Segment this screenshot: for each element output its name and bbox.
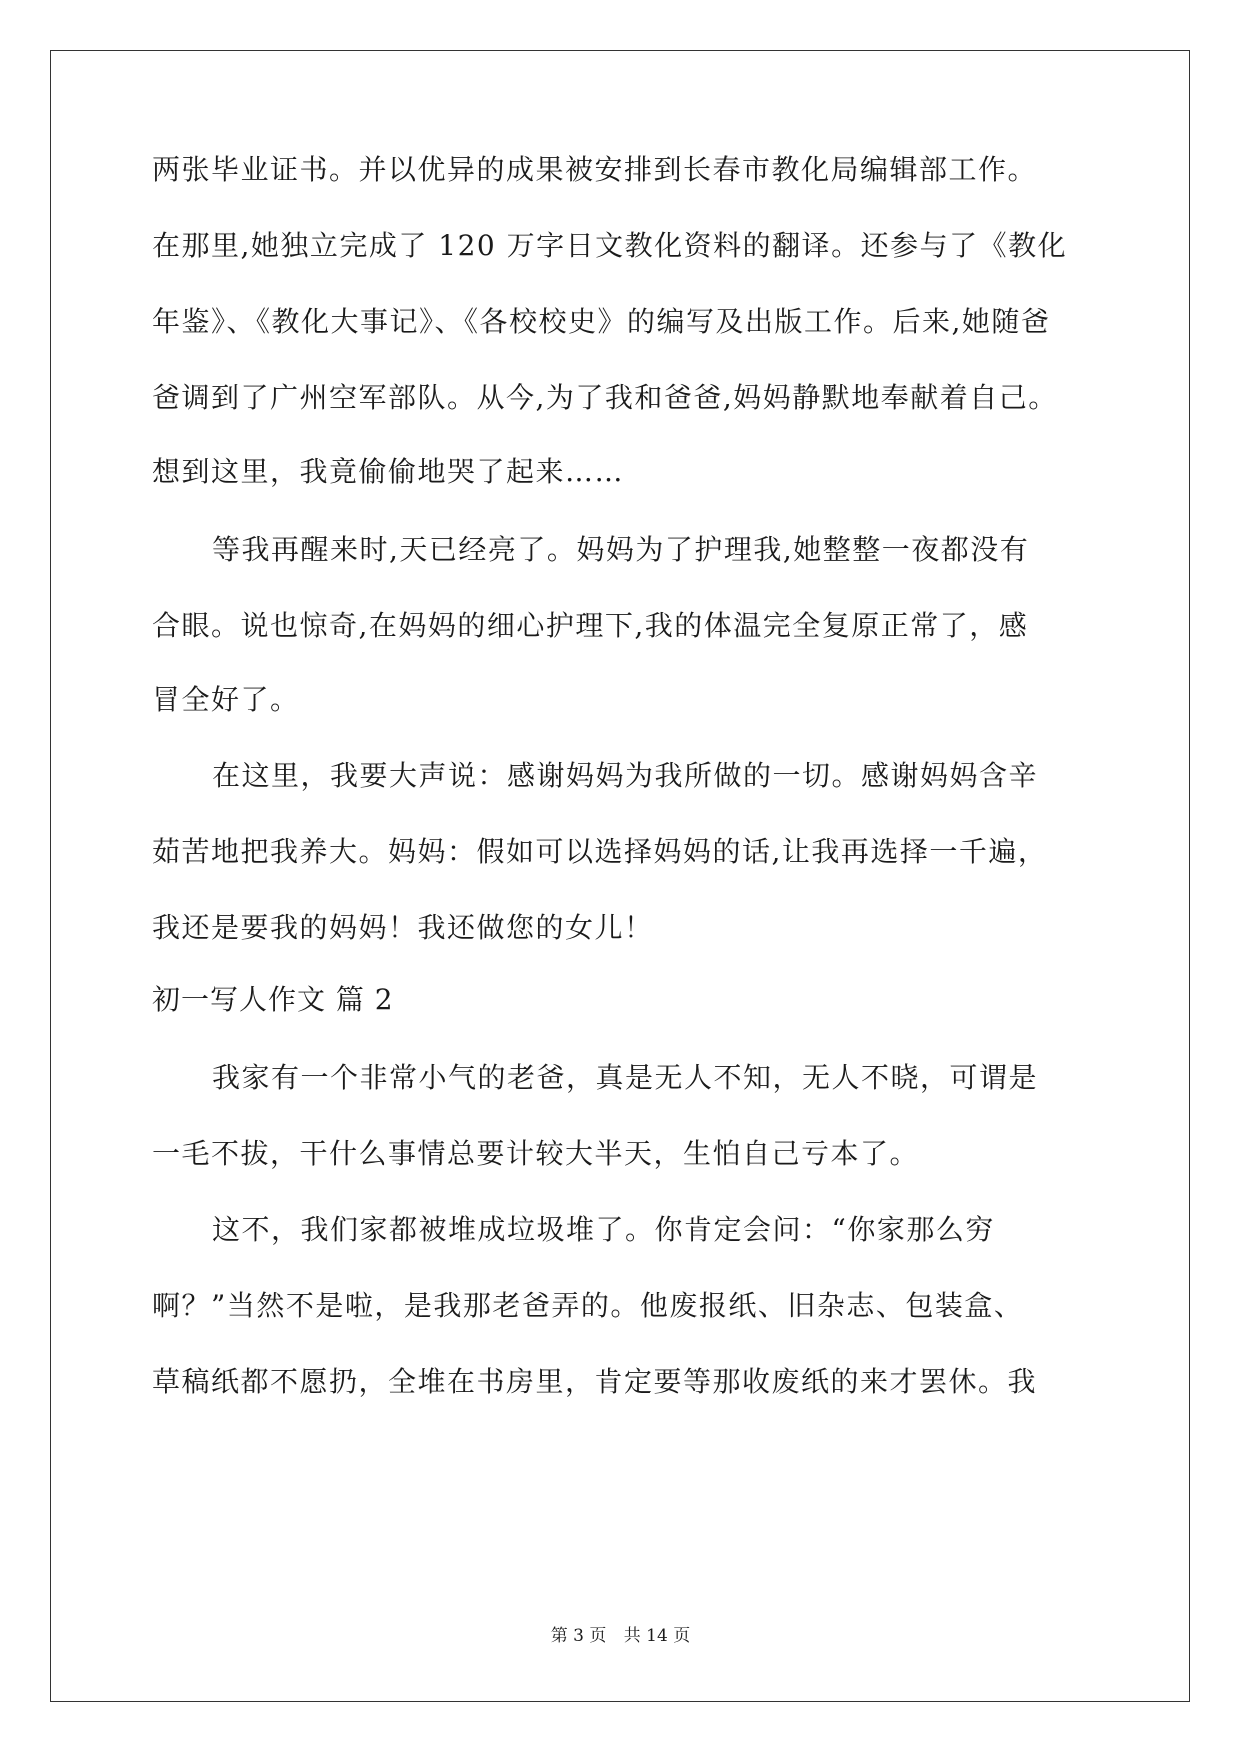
paragraph-start-line: 在这里，我要大声说：感谢妈妈为我所做的一切。感谢妈妈含辛 xyxy=(212,759,1039,792)
body-text-line: 茹苦地把我养大。妈妈：假如可以选择妈妈的话,让我再选择一千遍， xyxy=(152,835,1048,868)
section-heading: 初一写人作文 篇 2 xyxy=(152,983,394,1016)
body-text-line: 草稿纸都不愿扔，全堆在书房里，肯定要等那收废纸的来才罢休。我 xyxy=(152,1365,1038,1398)
body-text-line: 爸调到了广州空军部队。从今,为了我和爸爸,妈妈静默地奉献着自己。 xyxy=(152,381,1058,414)
paragraph-start-line: 等我再醒来时,天已经亮了。妈妈为了护理我,她整整一夜都没有 xyxy=(212,533,1030,566)
body-text-line: 想到这里，我竟偷偷地哭了起来…… xyxy=(152,455,625,488)
body-text-line: 一毛不拔，干什么事情总要计较大半天，生怕自己亏本了。 xyxy=(152,1137,920,1170)
body-text-line: 年鉴》、《教化大事记》、《各校校史》的编写及出版工作。后来,她随爸 xyxy=(152,305,1051,338)
page-total: 共 14 页 xyxy=(623,1626,691,1646)
body-text-line: 啊？”当然不是啦，是我那老爸弄的。他废报纸、旧杂志、包装盒、 xyxy=(152,1289,1024,1322)
paragraph-start-line: 我家有一个非常小气的老爸，真是无人不知，无人不晓，可谓是 xyxy=(212,1061,1039,1094)
body-text-line: 两张毕业证书。并以优异的成果被安排到长春市教化局编辑部工作。 xyxy=(152,153,1038,186)
page-number: 第 3 页 xyxy=(550,1626,607,1646)
paragraph-start-line: 这不，我们家都被堆成垃圾堆了。你肯定会问：“你家那么穷 xyxy=(212,1213,995,1246)
body-text-line: 在那里,她独立完成了 120 万字日文教化资料的翻译。还参与了《教化 xyxy=(152,229,1068,262)
page-frame xyxy=(50,50,1190,1702)
body-text-line: 合眼。说也惊奇,在妈妈的细心护理下,我的体温完全复原正常了，感 xyxy=(152,609,1029,642)
page-footer xyxy=(0,1624,1241,1648)
body-text-line: 冒全好了。 xyxy=(152,683,300,716)
body-text-line: 我还是要我的妈妈！我还做您的女儿！ xyxy=(152,911,654,944)
